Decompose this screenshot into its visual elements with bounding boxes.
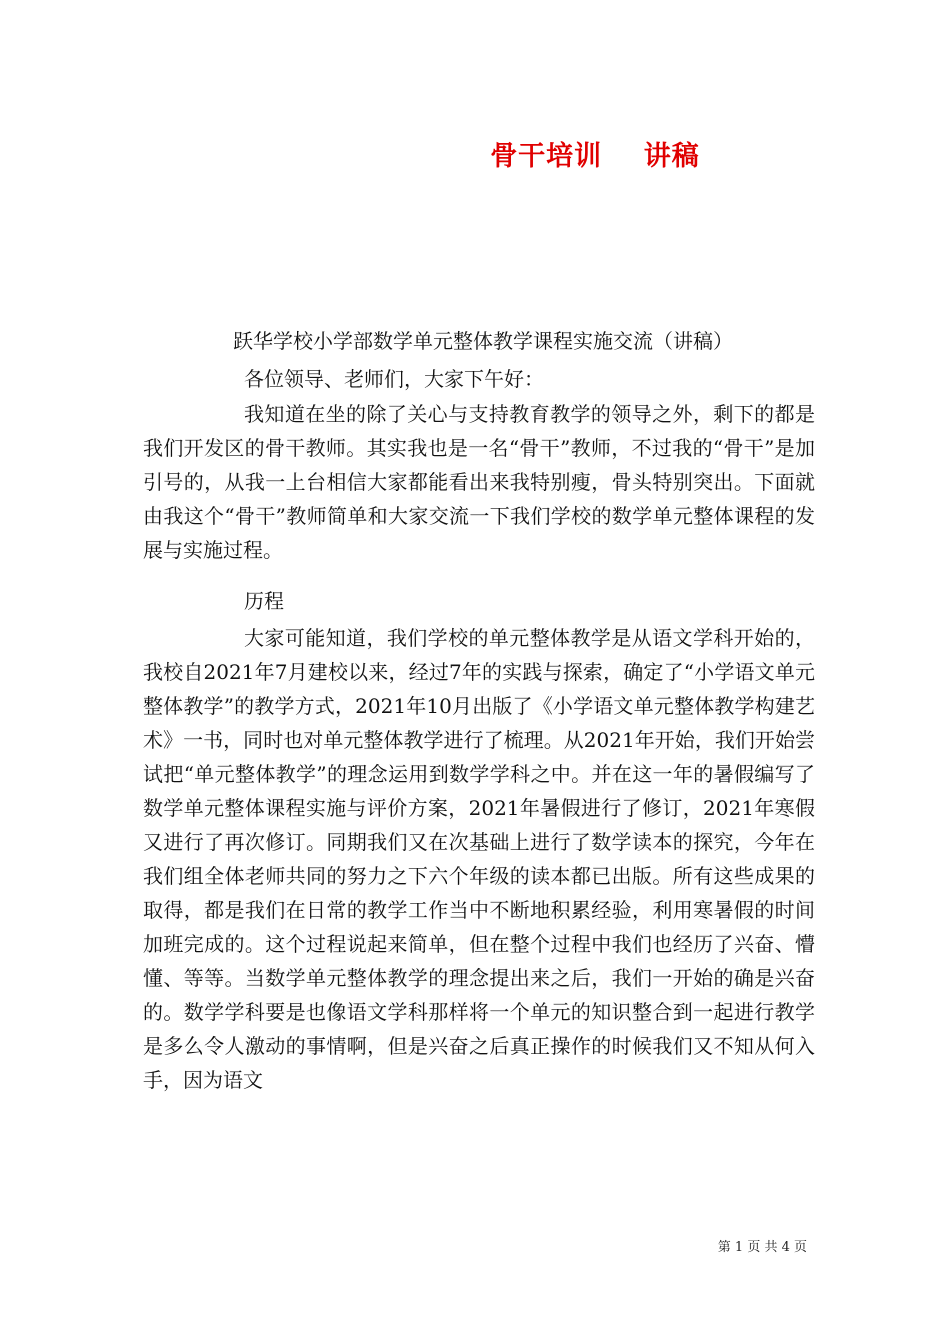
document-subtitle: 跃华学校小学部数学单元整体教学课程实施交流（讲稿）	[233, 329, 733, 353]
section-heading: 历程	[244, 589, 284, 613]
body-paragraph-history	[143, 621, 815, 1097]
document-title: 骨干培训 讲稿	[490, 141, 700, 172]
body-paragraph-intro	[143, 397, 815, 567]
paragraph-text: 大家可能知道，我们学校的单元整体教学是从语文学科开始的，我校自2021年7月建校以来，经过7年的实践与探索，确定了“小学语文单元整体教学”的教学方式，2021年10月出版了《小学语文单元整体教学构建艺术》一书，同时也对单元整体教学进行了梳理。从2021年开始，我们开始尝试把“单元整体教学”的理念运用到数学学科之中。并在这一年的暑假编写了数学单元整体课程实施与评价方案，2021年暑假进行了修订，2021年寒假又进行了再次修订。同期我们又在次基础上进行了数学读本的探究，今年在我们组全体老师共同的努力之下六个年级的读本都已出版。所有这些成果的取得，都是我们在日常的教学工作当中不断地积累经验，利用寒暑假的时间加班完成的。这个过程说起来简单，但在整个过程中我们也经历了兴奋、懵懂、等等。当数学单元整体教学的理念提出来之后，我们一开始的确是兴奋的。数学学科要是也像语文学科那样将一个单元的知识整合到一起进行教学是多么令人激动的事情啊，但是兴奋之后真正操作的时候我们又不知从何入手，因为语文	[143, 626, 815, 1092]
greeting-line: 各位领导、老师们，大家下午好：	[244, 367, 544, 391]
paragraph-text: 我知道在坐的除了关心与支持教育教学的领导之外，剩下的都是我们开发区的骨干教师。其实我也是一名“骨干”教师，不过我的“骨干”是加引号的，从我一上台相信大家都能看出来我特别瘦，骨头特别突出。下面就由我这个“骨干”教师简单和大家交流一下我们学校的数学单元整体课程的发展与实施过程。	[143, 402, 815, 562]
page-number-footer: 第 1 页 共 4 页	[717, 1240, 807, 1255]
